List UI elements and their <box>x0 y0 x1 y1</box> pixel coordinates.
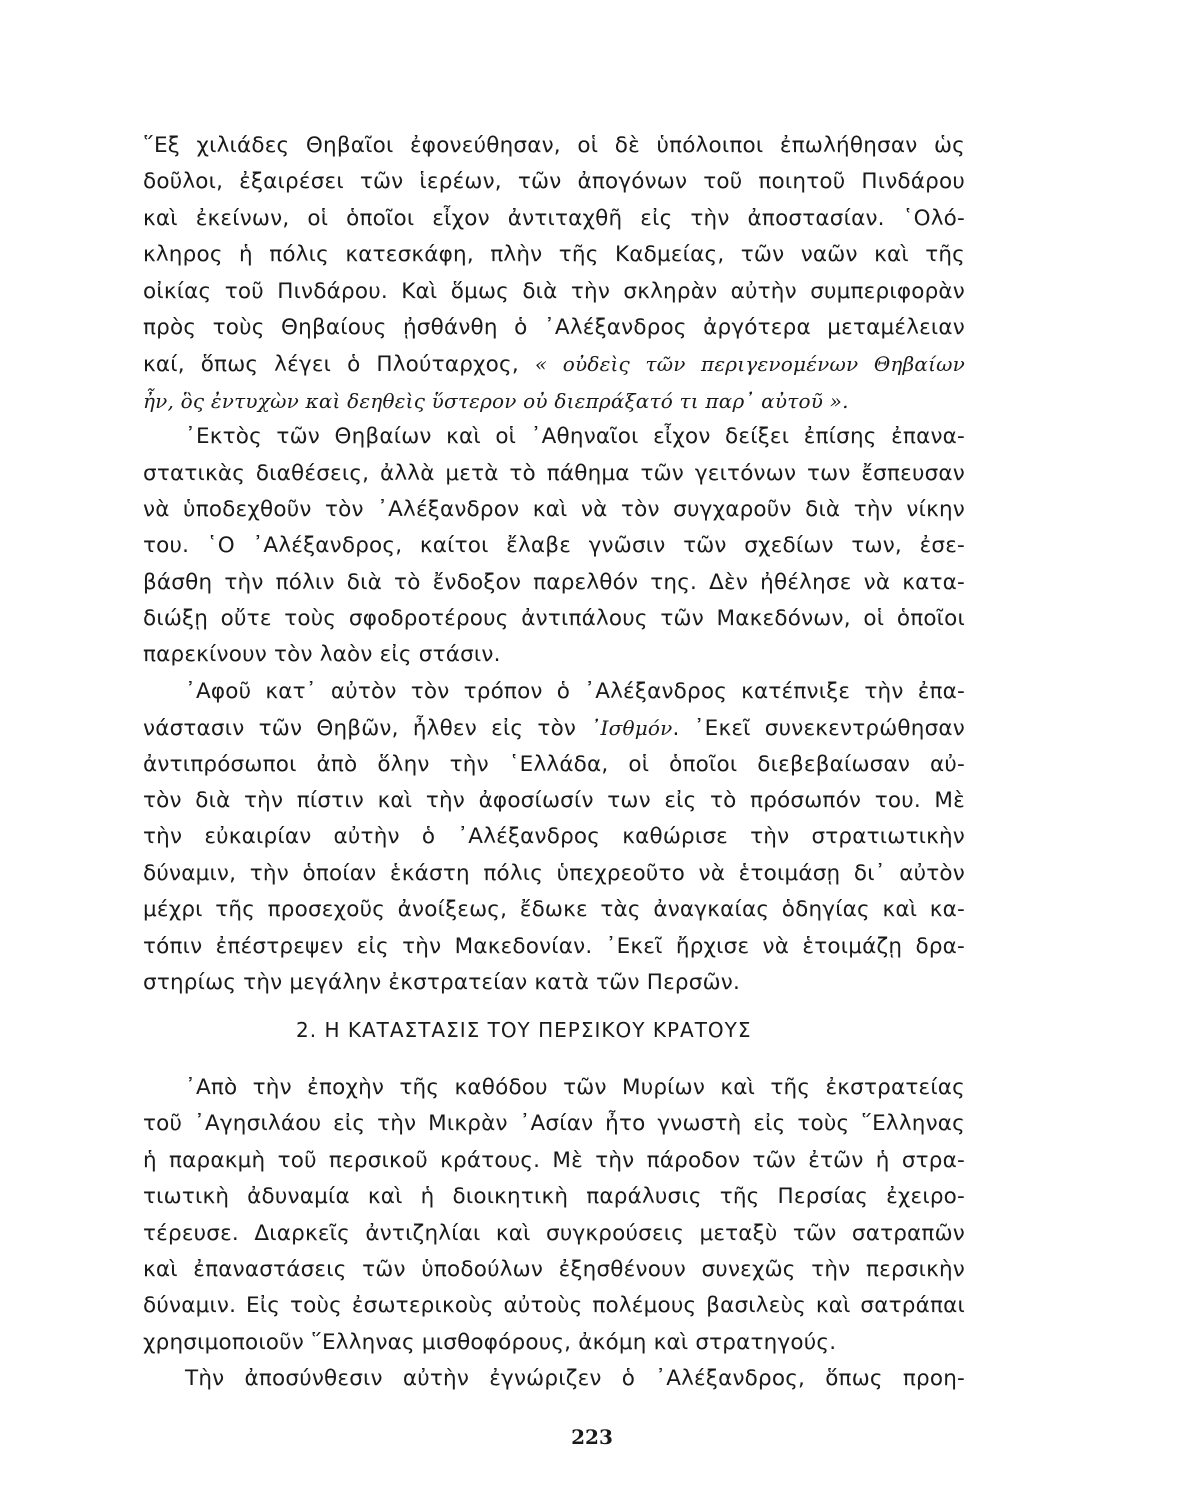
text-line: χρησιμοποιοῦν ῞Ελληνας μισθοφόρους, ἀκόμη καὶ στρατηγούς. <box>143 1329 837 1355</box>
text-line: παρεκίνουν τὸν λαὸν εἰς στάσιν. <box>143 642 501 668</box>
text-line: στατικὰς διαθέσεις, ἀλλὰ μετὰ τὸ πάθημα τῶν γειτόνων των ἔσπευσαν <box>143 460 965 486</box>
text-line: του. ῾Ο ᾿Αλέξανδρος, καίτοι ἔλαβε γνῶσιν τῶν σχεδίων των, ἐσε- <box>143 533 965 559</box>
text-line: καὶ ἐπαναστάσεις τῶν ὑποδούλων ἐξησθένουν συνεχῶς τὴν περσικὴν <box>143 1256 965 1282</box>
text-span: . ᾿Εκεῖ συνεκεντρώθησαν <box>672 716 965 742</box>
text-line: διώξῃ οὔτε τοὺς σφοδροτέρους ἀντιπάλους τῶν Μακεδόνων, οἱ ὁποῖοι <box>143 606 965 632</box>
text-line: δύναμιν, τὴν ὁποίαν ἑκάστη πόλις ὑπεχρεοῦτο νὰ ἑτοιμάσῃ δι᾿ αὐτὸν <box>143 860 965 886</box>
text-line: δύναμιν. Εἰς τοὺς ἐσωτερικοὺς αὐτοὺς πολέμους βασιλεὺς καὶ σατράπαι <box>143 1293 965 1319</box>
text-line: ἀντιπρόσωποι ἀπὸ ὅλην τὴν ῾Ελλάδα, οἱ ὁποῖοι διεβεβαίωσαν αὐ- <box>143 751 965 777</box>
section-heading: 2. Η ΚΑΤΑΣΤΑΣΙΣ ΤΟΥ ΠΕΡΣΙΚΟΥ ΚΡΑΤΟΥΣ <box>296 1018 752 1042</box>
text-line: τέρευσε. Διαρκεῖς ἀντιζηλίαι καὶ συγκρούσεις μεταξὺ τῶν σατραπῶν <box>143 1220 965 1246</box>
text-line: βάσθη τὴν πόλιν διὰ τὸ ἔνδοξον παρελθόν της. Δὲν ἠθέλησε νὰ κατα- <box>143 569 965 595</box>
text-line: τὴν εὐκαιρίαν αὐτὴν ὁ ᾿Αλέξανδρος καθώρισε τὴν στρατιωτικὴν <box>143 824 965 850</box>
plutarch-quote-end: ἦν, ὃς ἐντυχὼν καὶ δεηθεὶς ὕστερον οὐ διεπράξατό τι παρ᾿ αὐτοῦ ». <box>143 388 849 413</box>
text-line: δοῦλοι, ἐξαιρέσει τῶν ἱερέων, τῶν ἀπογόνων τοῦ ποιητοῦ Πινδάρου <box>143 169 965 195</box>
text-line-quote-end <box>143 383 965 419</box>
text-line: νὰ ὑποδεχθοῦν τὸν ᾿Αλέξανδρον καὶ νὰ τὸν συγχαροῦν διὰ τὴν νίκην <box>143 496 965 522</box>
text-line: Τὴν ἀποσύνθεσιν αὐτὴν ἐγνώριζεν ὁ ᾿Αλέξανδρος, ὅπως προη- <box>185 1366 965 1392</box>
text-line-with-italic <box>143 710 965 746</box>
text-line: τὸν διὰ τὴν πίστιν καὶ τὴν ἀφοσίωσίν των εἰς τὸ πρόσωπόν του. Μὲ <box>143 788 965 814</box>
text-span: καί, ὅπως λέγει ὁ Πλούταρχος, <box>143 352 535 378</box>
plutarch-quote-start: « οὐδεὶς τῶν περιγενομένων Θηβαίων <box>534 352 965 377</box>
text-line: ᾿Εκτὸς τῶν Θηβαίων καὶ οἱ ᾿Αθηναῖοι εἶχον δείξει ἐπίσης ἐπανα- <box>185 424 965 450</box>
text-line: ἡ παρακμὴ τοῦ περσικοῦ κράτους. Μὲ τὴν πάροδον τῶν ἐτῶν ἡ στρα- <box>143 1147 965 1173</box>
text-line: τιωτικὴ ἀδυναμία καὶ ἡ διοικητικὴ παράλυσις τῆς Περσίας ἐχειρο- <box>143 1184 965 1210</box>
text-line: ᾿Αφοῦ κατ᾿ αὐτὸν τὸν τρόπον ὁ ᾿Αλέξανδρος κατέπνιξε τὴν ἐπα- <box>185 678 965 704</box>
text-line: τόπιν ἐπέστρεψεν εἰς τὴν Μακεδονίαν. ᾿Εκεῖ ἤρχισε νὰ ἑτοιμάζῃ δρα- <box>143 933 965 959</box>
body-text-lower <box>143 1070 965 1398</box>
text-line: πρὸς τοὺς Θηβαίους ᾐσθάνθη ὁ ᾿Αλέξανδρος ἀργότερα μεταμέλειαν <box>143 314 965 340</box>
text-line: κληρος ἡ πόλις κατεσκάφη, πλὴν τῆς Καδμείας, τῶν ναῶν καὶ τῆς <box>143 242 965 268</box>
text-line: οἰκίας τοῦ Πινδάρου. Καὶ ὅμως διὰ τὴν σκληρὰν αὐτὴν συμπεριφορὰν <box>143 278 965 304</box>
text-line: μέχρι τῆς προσεχοῦς ἀνοίξεως, ἔδωκε τὰς ἀναγκαίας ὁδηγίας καὶ κα- <box>143 897 965 923</box>
text-line: ᾿Απὸ τὴν ἐποχὴν τῆς καθόδου τῶν Μυρίων καὶ τῆς ἐκστρατείας <box>185 1075 965 1100</box>
text-line: τοῦ ᾿Αγησιλάου εἰς τὴν Μικρὰν ᾿Ασίαν ἦτο γνωστὴ εἰς τοὺς ῞Ελληνας <box>143 1111 965 1137</box>
page-number: 223 <box>571 1425 613 1449</box>
text-line: ῞Εξ χιλιάδες Θηβαῖοι ἐφονεύθησαν, οἱ δὲ ὑπόλοιποι ἐπωλήθησαν ὡς <box>143 133 965 158</box>
text-line: καὶ ἐκείνων, οἱ ὁποῖοι εἶχον ἀντιταχθῆ εἰς τὴν ἀποστασίαν. ῾Ολό- <box>143 205 965 231</box>
isthmus-italic: ᾿Ισθμόν <box>590 716 673 741</box>
text-span: νάστασιν τῶν Θηβῶν, ἦλθεν εἰς τὸν <box>143 716 591 742</box>
body-text-upper <box>143 128 965 1001</box>
text-line: στηρίως τὴν μεγάλην ἐκστρατείαν κατὰ τῶν Περσῶν. <box>143 969 741 995</box>
text-line-with-quote <box>143 346 965 382</box>
